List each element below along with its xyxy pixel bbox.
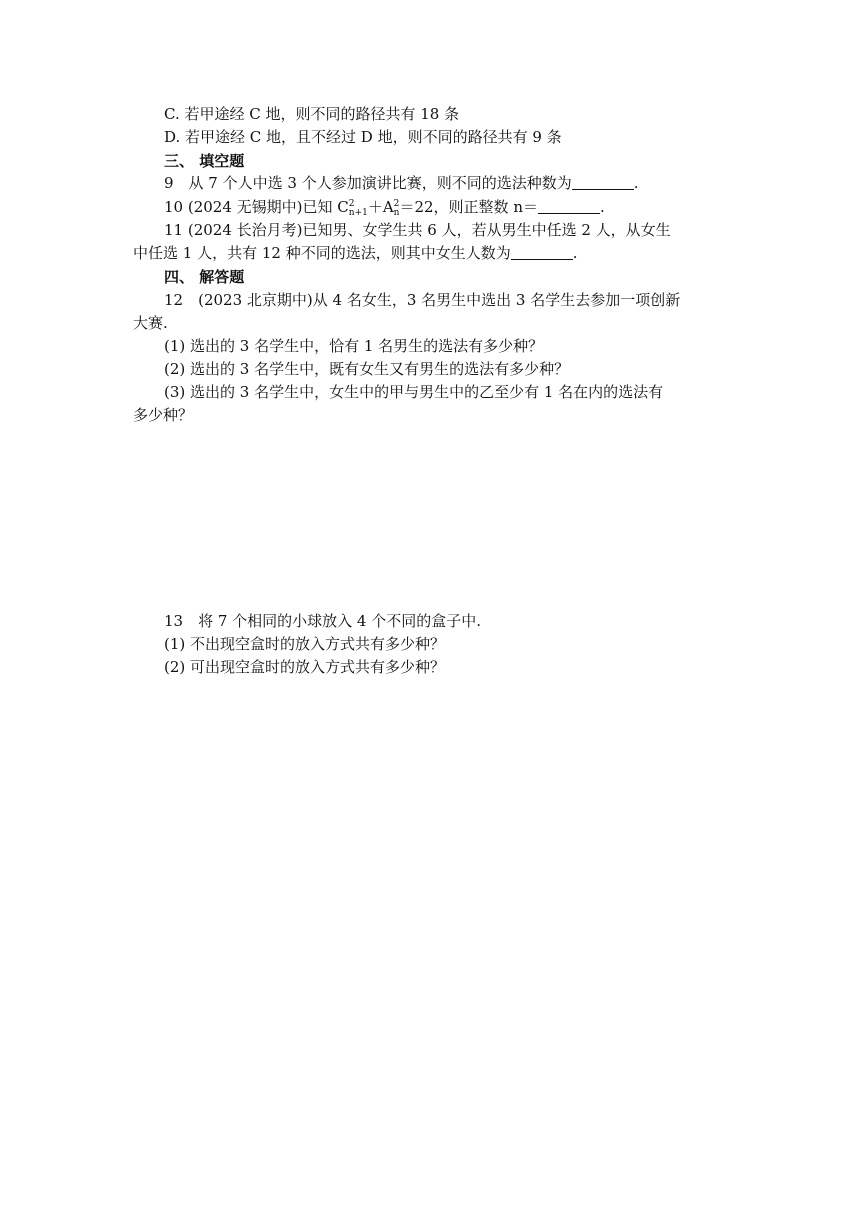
answer-blank — [538, 198, 600, 214]
section-fill-blank-heading: 三、 填空题 — [164, 152, 245, 170]
question-12-part-3-line-2: 多少种？ — [133, 406, 194, 424]
answer-blank — [511, 244, 573, 260]
combination-indices: 2 n+1 — [348, 199, 368, 218]
answer-blank — [572, 174, 634, 190]
question-13-part-2: (2) 可出现空盒时的放入方式共有多少种？ — [164, 658, 446, 676]
question-12-part-1: (1) 选出的 3 名学生中，恰有 1 名男生的选法有多少种？ — [164, 337, 544, 355]
question-10-end: . — [600, 198, 605, 216]
question-9 — [164, 172, 764, 194]
question-10-suffix: ＝22，则正整数 n＝ — [399, 198, 538, 216]
question-9-text: 9 从 7 个人中选 3 个人参加演讲比赛，则不同的选法种数为 — [164, 174, 572, 192]
section-answer-heading: 四、 解答题 — [164, 268, 245, 286]
question-13-part-1: (1) 不出现空盒时的放入方式共有多少种？ — [164, 635, 446, 653]
question-12-line-2: 大赛. — [133, 314, 168, 332]
option-c: C. 若甲途经 C 地，则不同的路径共有 18 条 — [164, 105, 460, 123]
question-10 — [164, 196, 764, 218]
question-11-line-1: 11 (2024 长治月考)已知男、女学生共 6 人，若从男生中任选 2 人，从女生 — [164, 221, 671, 239]
question-10-mid: ＋A — [367, 198, 394, 216]
question-11-line-2: 中任选 1 人，共有 12 种不同的选法，则其中女生人数为 . — [133, 244, 578, 262]
option-d: D. 若甲途经 C 地，且不经过 D 地，则不同的路径共有 9 条 — [164, 128, 562, 146]
question-13-stem: 13 将 7 个相同的小球放入 4 个不同的盒子中. — [164, 612, 482, 630]
question-12-part-2: (2) 选出的 3 名学生中，既有女生又有男生的选法有多少种？ — [164, 360, 570, 378]
arrangement-indices: 2 n — [393, 199, 400, 218]
question-10-prefix: 10 (2024 无锡期中)已知 C — [164, 198, 349, 216]
question-9-end: . — [633, 174, 639, 192]
question-12-part-3-line-1: (3) 选出的 3 名学生中，女生中的甲与男生中的乙至少有 1 名在内的选法有 — [164, 383, 664, 401]
question-12-line-1: 12 (2023 北京期中)从 4 名女生，3 名男生中选出 3 名学生去参加一项创新 — [164, 291, 681, 309]
